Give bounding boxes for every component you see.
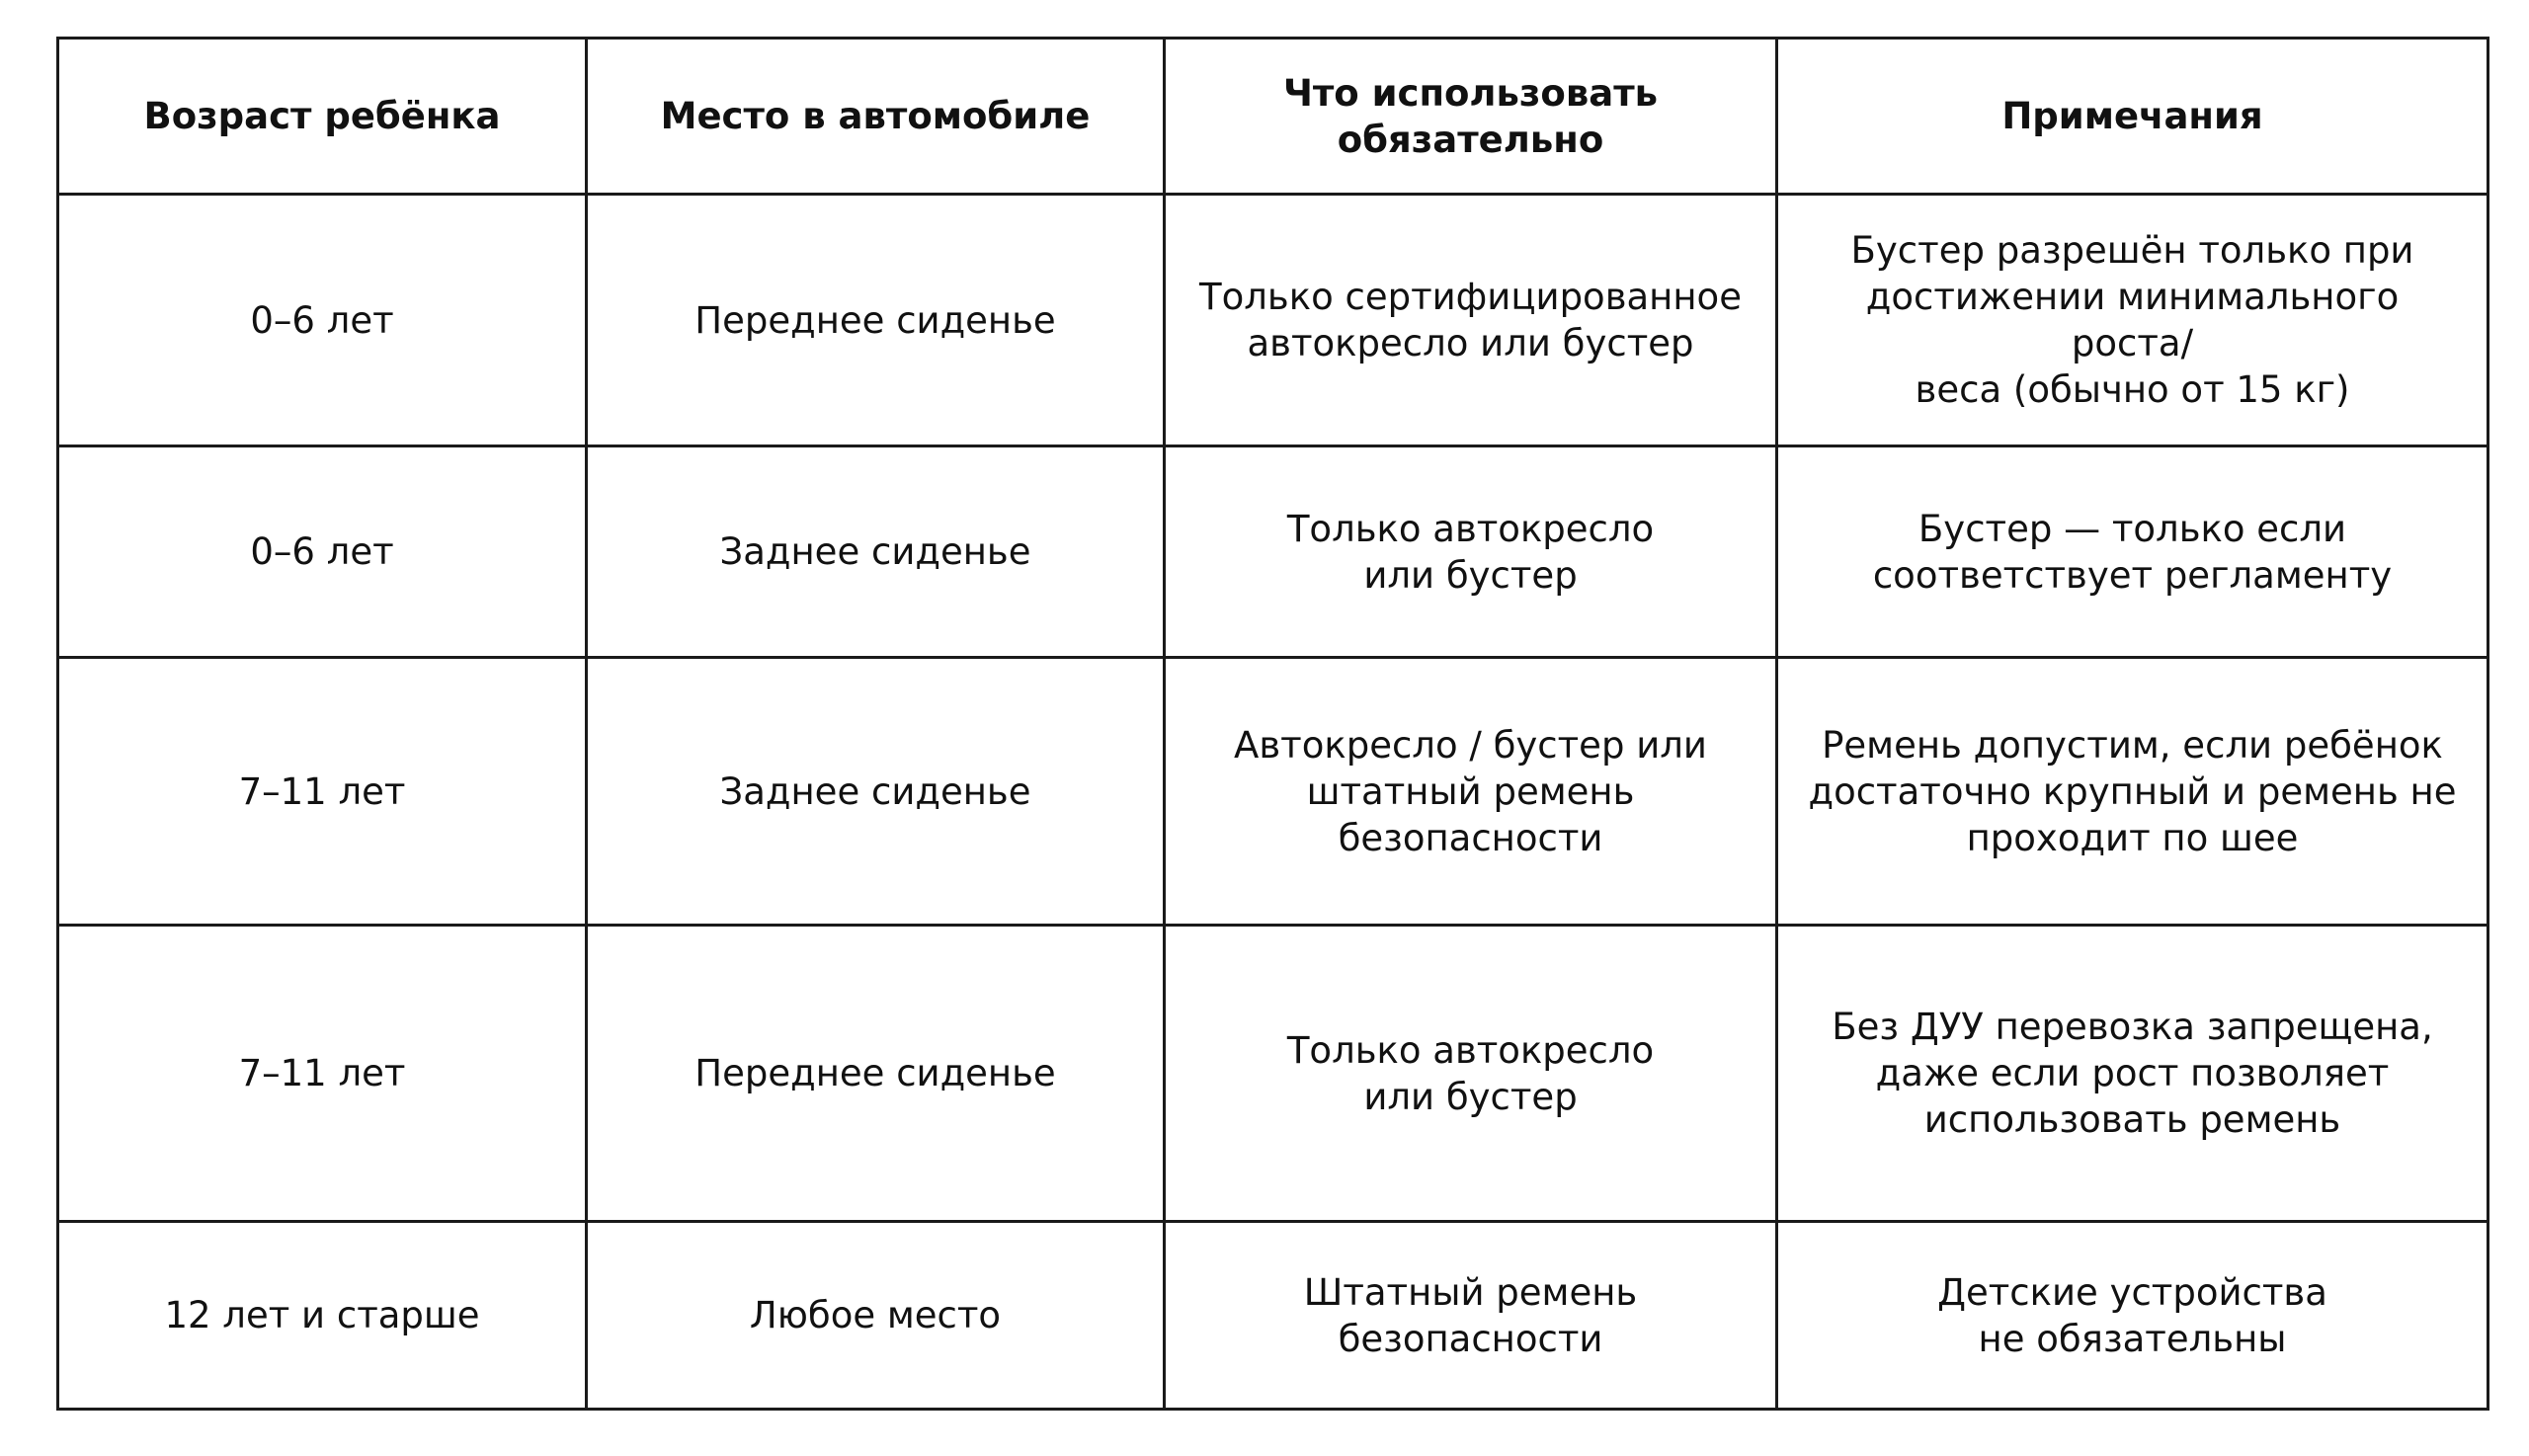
cell-seat: Переднее сиденье xyxy=(587,195,1165,446)
table-row xyxy=(58,926,2488,1222)
cell-device: Автокресло / бустер или штатный ремень безопасности xyxy=(1165,658,1777,926)
cell-notes: Детские устройства не обязательны xyxy=(1777,1222,2488,1410)
cell-seat: Заднее сиденье xyxy=(587,658,1165,926)
cell-notes: Бустер — только если соответствует регламенту xyxy=(1777,446,2488,658)
cell-device: Только автокресло или бустер xyxy=(1165,926,1777,1222)
cell-seat: Переднее сиденье xyxy=(587,926,1165,1222)
table-row xyxy=(58,446,2488,658)
table-row xyxy=(58,195,2488,446)
cell-age: 0–6 лет xyxy=(58,446,587,658)
cell-seat: Заднее сиденье xyxy=(587,446,1165,658)
cell-notes: Без ДУУ перевозка запрещена, даже если рост позволяет использовать ремень xyxy=(1777,926,2488,1222)
cell-device: Только автокресло или бустер xyxy=(1165,446,1777,658)
cell-age: 0–6 лет xyxy=(58,195,587,446)
header-seat-position: Место в автомобиле xyxy=(587,39,1165,195)
child-transport-rules-table xyxy=(56,37,2489,1411)
cell-device: Только сертифицированное автокресло или бустер xyxy=(1165,195,1777,446)
header-notes: Примечания xyxy=(1777,39,2488,195)
table-row xyxy=(58,1222,2488,1410)
cell-notes: Бустер разрешён только при достижении минимального роста/ веса (обычно от 15 кг) xyxy=(1777,195,2488,446)
header-required-device: Что использовать обязательно xyxy=(1165,39,1777,195)
cell-device: Штатный ремень безопасности xyxy=(1165,1222,1777,1410)
cell-notes: Ремень допустим, если ребёнок достаточно крупный и ремень не проходит по шее xyxy=(1777,658,2488,926)
cell-seat: Любое место xyxy=(587,1222,1165,1410)
header-child-age: Возраст ребёнка xyxy=(58,39,587,195)
table-row xyxy=(58,658,2488,926)
cell-age: 12 лет и старше xyxy=(58,1222,587,1410)
table-container xyxy=(56,37,2487,1411)
cell-age: 7–11 лет xyxy=(58,926,587,1222)
table-header-row xyxy=(58,39,2488,195)
cell-age: 7–11 лет xyxy=(58,658,587,926)
